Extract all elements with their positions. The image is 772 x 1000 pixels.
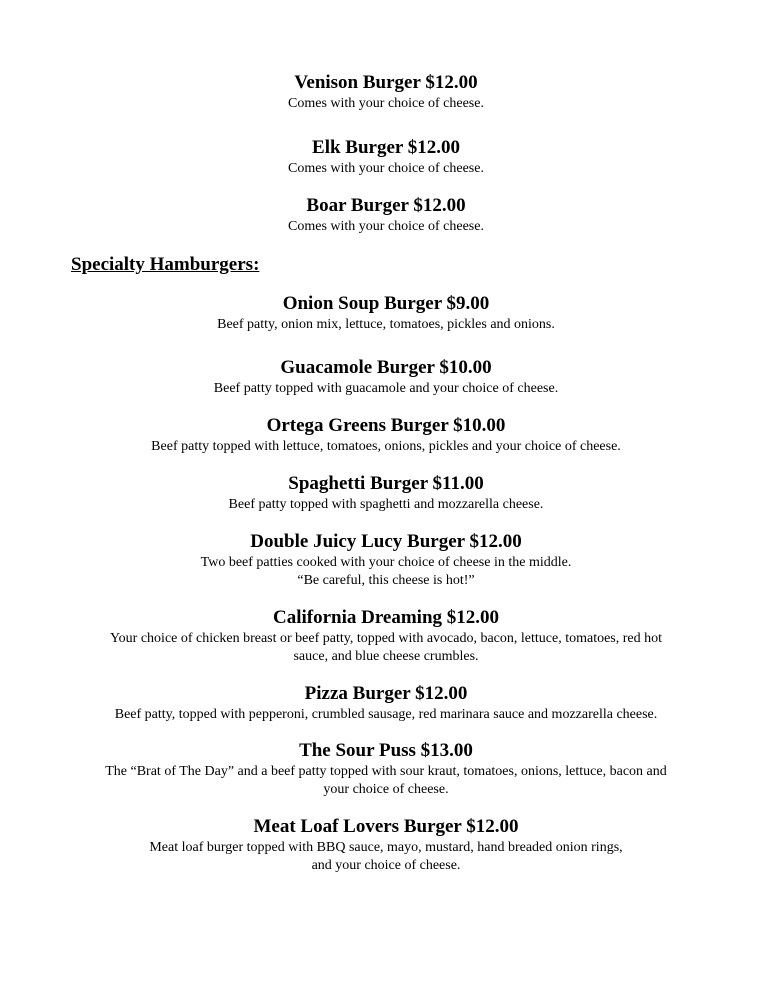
description-line: sauce, and blue cheese crumbles. [293, 649, 479, 664]
description-line: Beef patty, onion mix, lettuce, tomatoes, pickles and onions. [217, 317, 555, 332]
menu-item-description [40, 554, 732, 590]
menu-item-ortega-greens-burger [40, 414, 732, 456]
menu-item-title: Boar Burger $12.00 [306, 195, 466, 216]
menu-item-the-sour-puss [40, 739, 732, 799]
menu-item-description [40, 438, 732, 456]
description-line: The “Brat of The Day” and a beef patty topped with sour kraut, tomatoes, onions, lettuce, bacon and [105, 764, 667, 779]
menu-item-title: California Dreaming $12.00 [272, 607, 500, 628]
description-line: Your choice of chicken breast or beef patty, topped with avocado, bacon, lettuce, tomatoes, red hot [109, 631, 663, 646]
description-line: Comes with your choice of cheese. [288, 219, 484, 234]
menu-item-meat-loaf-lovers-burger [40, 815, 732, 875]
menu-item-title: Ortega Greens Burger $10.00 [266, 415, 506, 436]
menu-item-title: Guacamole Burger $10.00 [280, 357, 492, 378]
description-line: Beef patty topped with guacamole and your choice of cheese. [213, 381, 559, 396]
menu-item-title: Spaghetti Burger $11.00 [288, 473, 484, 494]
menu-item-description [40, 380, 732, 398]
description-line: Meat loaf burger topped with BBQ sauce, mayo, mustard, hand breaded onion rings, [149, 840, 623, 855]
menu-item-description [40, 95, 732, 113]
menu-item-onion-soup-burger [40, 292, 732, 334]
menu-item-venison-burger [40, 71, 732, 113]
description-line: Comes with your choice of cheese. [288, 96, 484, 111]
section-heading: Specialty Hamburgers: [71, 254, 260, 275]
menu-item-pizza-burger [40, 682, 732, 724]
menu-item-california-dreaming [40, 606, 732, 666]
menu-item-title: Venison Burger $12.00 [294, 72, 478, 93]
menu-item-title: Double Juicy Lucy Burger $12.00 [250, 531, 522, 552]
menu-item-description [40, 218, 732, 236]
description-line: Comes with your choice of cheese. [288, 161, 484, 176]
menu-item-description [40, 496, 732, 514]
menu-item-boar-burger [40, 194, 732, 236]
description-line: and your choice of cheese. [311, 858, 461, 873]
description-line: Beef patty, topped with pepperoni, crumbled sausage, red marinara sauce and mozzarella cheese. [114, 707, 658, 722]
description-line: Two beef patties cooked with your choice of cheese in the middle. [200, 555, 572, 570]
menu-item-elk-burger [40, 136, 732, 178]
menu-item-title: Onion Soup Burger $9.00 [282, 293, 490, 314]
menu-item-description [40, 763, 732, 799]
menu-item-description [40, 706, 732, 724]
menu-item-guacamole-burger [40, 356, 732, 398]
menu-item-description [40, 630, 732, 666]
description-line: your choice of cheese. [323, 782, 449, 797]
menu-item-description [40, 316, 732, 334]
menu-item-double-juicy-lucy-burger [40, 530, 732, 590]
menu-item-spaghetti-burger [40, 472, 732, 514]
description-line: “Be careful, this cheese is hot!” [297, 573, 475, 588]
menu-item-title: Meat Loaf Lovers Burger $12.00 [253, 816, 519, 837]
menu-item-title: The Sour Puss $13.00 [299, 740, 473, 761]
menu-item-title: Pizza Burger $12.00 [304, 683, 468, 704]
description-line: Beef patty topped with lettuce, tomatoes, onions, pickles and your choice of cheese. [151, 439, 621, 454]
menu-item-description [40, 839, 732, 875]
menu-item-title: Elk Burger $12.00 [312, 137, 460, 158]
menu-item-description [40, 160, 732, 178]
description-line: Beef patty topped with spaghetti and mozzarella cheese. [228, 497, 544, 512]
